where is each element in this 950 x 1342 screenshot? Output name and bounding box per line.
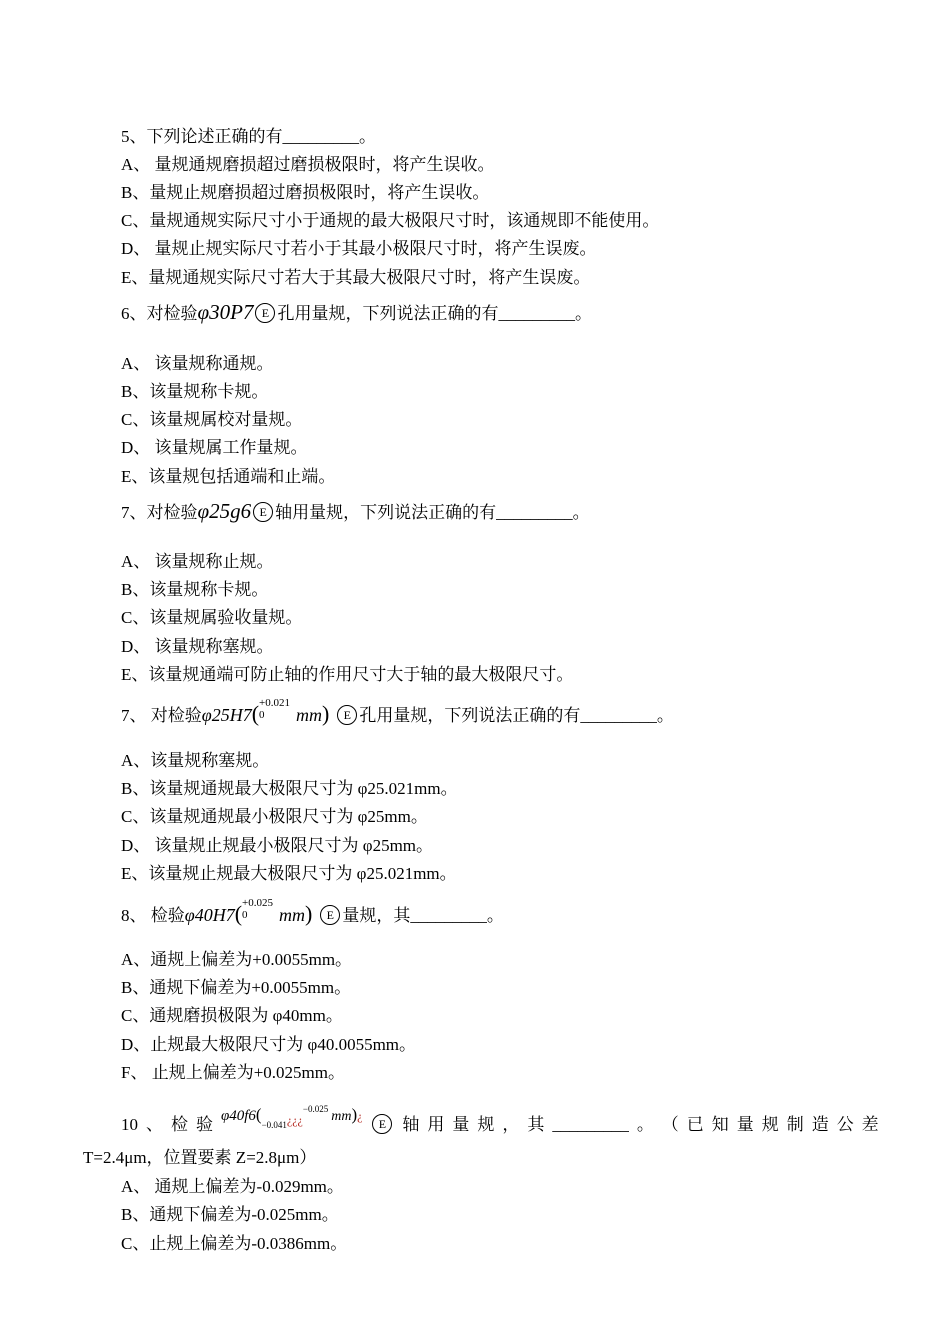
envelope-requirement-icon: E <box>337 705 357 725</box>
q7b-prefix: 7、 对检验 <box>121 706 202 725</box>
q8-tol-upper: +0.025 <box>242 897 274 909</box>
q7a-option-a: A、 该量规称止规。 <box>121 552 274 571</box>
q10-prefix-2: 检 <box>170 1115 188 1134</box>
q10-close-paren: ) <box>351 1105 358 1124</box>
q10-formula: φ40f6 <box>220 1108 256 1124</box>
q7b-close-paren: ) <box>322 701 330 726</box>
q7b-stem <box>121 697 674 727</box>
q7a-option-d: D、 该量规称塞规。 <box>121 637 274 656</box>
q8-option-e: F、 止规上偏差为+0.025mm。 <box>121 1063 345 1082</box>
q6-stem <box>121 301 592 325</box>
q10-suffix-3: 规 <box>477 1115 495 1134</box>
q10-suffix-0: 轴 <box>402 1115 420 1134</box>
q8-close-paren: ) <box>305 901 313 926</box>
q10-suffix-10: 知 <box>711 1115 729 1134</box>
q5-option-a: A、 量规通规磨损超过磨损极限时，将产生误收。 <box>121 155 495 174</box>
q10-suffix-1: 用 <box>427 1115 445 1134</box>
q10-stem <box>121 1104 879 1138</box>
q10-tol-lower: −0.041 <box>261 1120 287 1130</box>
q6-option-d: D、 该量规属工作量规。 <box>121 438 308 457</box>
q7b-tol-upper: +0.021 <box>259 697 291 709</box>
q7b-formula: φ25H7 <box>201 705 252 725</box>
q7b-unit: mm <box>296 705 323 725</box>
q10-suffix-7: 。 <box>636 1115 654 1134</box>
q8-option-c: C、通规磨损极限为 φ40mm。 <box>121 1006 343 1025</box>
envelope-requirement-icon: E <box>255 303 275 323</box>
q10-suffix-2: 量 <box>452 1115 470 1134</box>
q7b-option-c: C、该量规通规最小极限尺寸为 φ25mm。 <box>121 807 428 826</box>
q7a-option-e: E、该量规通端可防止轴的作用尺寸大于轴的最大极限尺寸。 <box>121 665 574 684</box>
q8-option-d: D、止规最大极限尺寸为 φ40.0055mm。 <box>121 1035 417 1054</box>
q8-option-b: B、通规下偏差为+0.0055mm。 <box>121 978 352 997</box>
q5-option-e: E、量规通规实际尺寸若大于其最大极限尺寸时，将产生误废。 <box>121 268 591 287</box>
q10-suffix-5: 其 <box>527 1115 545 1134</box>
q10-suffix-8: （ <box>661 1115 679 1134</box>
q7b-option-a: A、该量规称塞规。 <box>121 751 270 770</box>
q8-option-a: A、通规上偏差为+0.0055mm。 <box>121 950 353 969</box>
q7a-option-c: C、该量规属验收量规。 <box>121 608 303 627</box>
envelope-requirement-icon: E <box>320 905 340 925</box>
q10-tol-upper: −0.025 <box>302 1104 329 1114</box>
q6-formula: φ30P7 <box>197 300 254 324</box>
q10-prefix-3: 验 <box>195 1115 213 1134</box>
q10-option-c: C、止规上偏差为-0.0386mm。 <box>121 1234 348 1253</box>
q10-open-paren: ( <box>255 1105 262 1124</box>
q7a-prefix: 7、对检验 <box>121 503 198 522</box>
q8-prefix: 8、 检验 <box>121 906 185 925</box>
q10-glitch: ¿¿¿ <box>286 1113 303 1127</box>
q10-prefix-1: 、 <box>145 1115 163 1134</box>
q7a-suffix: 轴用量规，下列说法正确的有_________。 <box>275 503 590 522</box>
q7a-stem <box>121 500 590 524</box>
envelope-requirement-icon: E <box>372 1114 392 1134</box>
q5-option-c: C、量规通规实际尺寸小于通规的最大极限尺寸时，该通规即不能使用。 <box>121 211 660 230</box>
q10-prefix-0: 10 <box>121 1115 138 1134</box>
q10-suffix-9: 已 <box>686 1115 704 1134</box>
q7b-tol-lower: 0 <box>259 709 265 721</box>
q10-suffix-16: 差 <box>861 1115 879 1134</box>
q10-formula-group <box>221 1104 363 1128</box>
q7a-formula: φ25g6 <box>197 499 252 523</box>
q10-suffix-14: 造 <box>811 1115 829 1134</box>
q6-option-e: E、该量规包括通端和止端。 <box>121 467 336 486</box>
q8-suffix: 量规，其_________。 <box>342 906 504 925</box>
q8-tol-lower: 0 <box>242 909 248 921</box>
q6-option-c: C、该量规属校对量规。 <box>121 410 303 429</box>
q10-suffix-13: 制 <box>786 1115 804 1134</box>
q10-suffix-15: 公 <box>836 1115 854 1134</box>
q7b-option-b: B、该量规通规最大极限尺寸为 φ25.021mm。 <box>121 779 458 798</box>
q8-formula: φ40H7 <box>184 905 235 925</box>
envelope-requirement-icon: E <box>253 502 273 522</box>
q6-option-b: B、该量规称卡规。 <box>121 382 269 401</box>
q10-tail-glitch: ¿ <box>357 1109 363 1123</box>
q10-suffix-12: 规 <box>761 1115 779 1134</box>
q10-option-a: A、 通规上偏差为-0.029mm。 <box>121 1177 344 1196</box>
q7b-option-d: D、 该量规止规最小极限尺寸为 φ25mm。 <box>121 836 434 855</box>
q10-stem-line2: T=2.4μm，位置要素 Z=2.8μm） <box>83 1148 317 1167</box>
q6-option-a: A、 该量规称通规。 <box>121 354 274 373</box>
q8-open-paren: ( <box>234 901 243 926</box>
q5-stem: 5、下列论述正确的有_________。 <box>121 127 376 146</box>
q10-suffix-11: 量 <box>736 1115 754 1134</box>
q8-tolerance <box>242 897 273 921</box>
q10-suffix-6: _________ <box>552 1115 629 1134</box>
q10-unit: mm <box>331 1109 352 1124</box>
q7a-option-b: B、该量规称卡规。 <box>121 580 269 599</box>
q7b-suffix: 孔用量规，下列说法正确的有_________。 <box>359 706 674 725</box>
q5-option-b: B、量规止规磨损超过磨损极限时，将产生误收。 <box>121 183 490 202</box>
q8-unit: mm <box>279 905 306 925</box>
q8-stem <box>121 897 504 927</box>
q7b-option-e: E、该量规止规最大极限尺寸为 φ25.021mm。 <box>121 864 457 883</box>
q10-option-b: B、通规下偏差为-0.025mm。 <box>121 1205 339 1224</box>
q5-option-d: D、 量规止规实际尺寸若小于其最小极限尺寸时，将产生误废。 <box>121 239 597 258</box>
q6-suffix: 孔用量规，下列说法正确的有_________。 <box>277 304 592 323</box>
q7b-open-paren: ( <box>251 701 260 726</box>
q10-suffix-4: ， <box>502 1115 520 1134</box>
q7b-tolerance <box>259 697 290 721</box>
q6-prefix: 6、对检验 <box>121 304 198 323</box>
